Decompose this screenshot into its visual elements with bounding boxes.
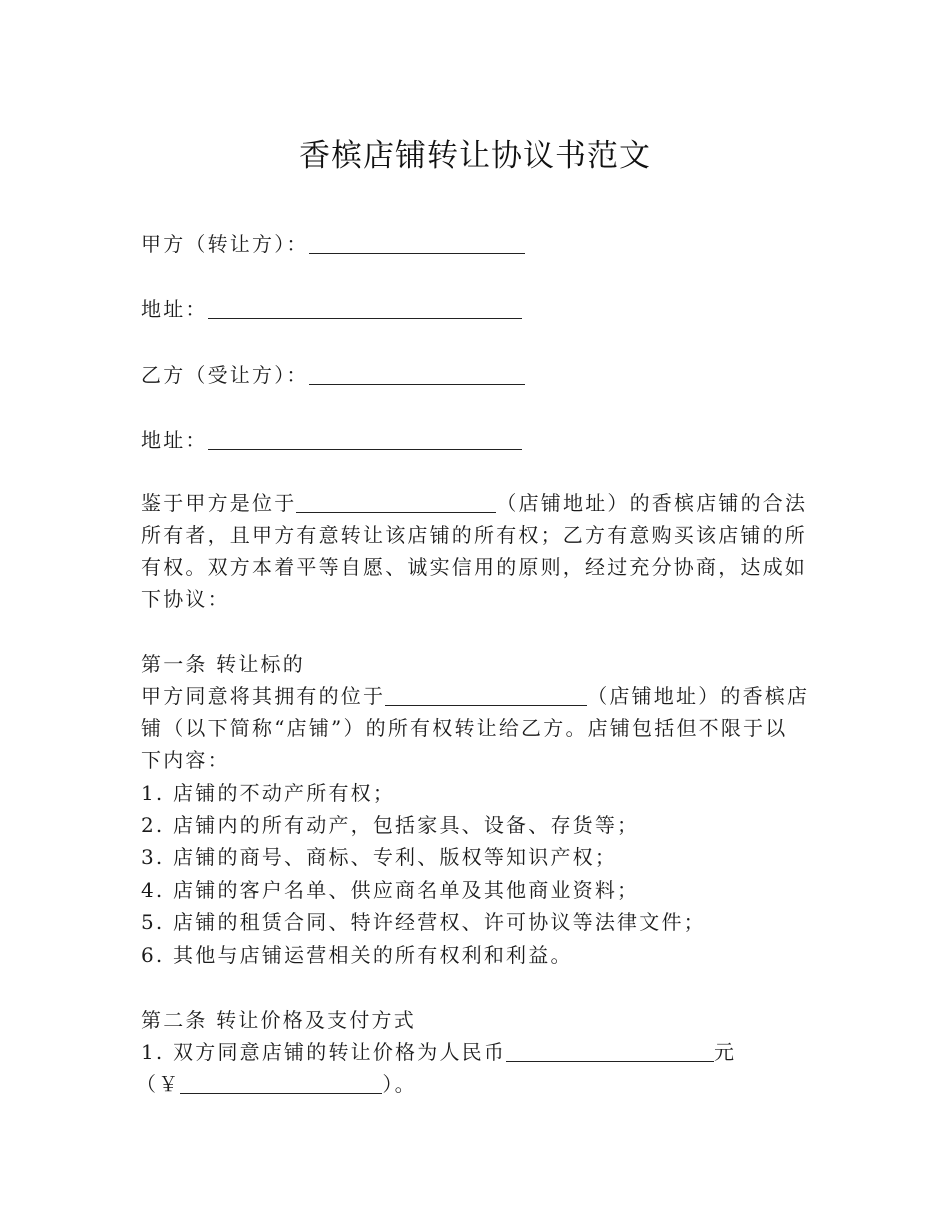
party-a-blank [309, 231, 525, 254]
preamble-text: （店铺地址）的香槟店铺的合法 [496, 491, 808, 515]
article1-line-2: 铺（以下简称“店铺”）的所有权转让给乙方。店铺包括但不限于以 [141, 716, 788, 740]
list-item: 4. 店铺的客户名单、供应商名单及其他商业资料； [141, 878, 640, 902]
preamble-text: 鉴于甲方是位于 [141, 491, 297, 515]
preamble-line-3: 有权。双方本着平等自愿、诚实信用的原则，经过充分协商，达成如 [141, 555, 807, 579]
address-b-blank [208, 427, 522, 450]
preamble-line-2: 所有者，且甲方有意转让该店铺的所有权；乙方有意购买该店铺的所 [141, 523, 807, 547]
address-a-blank [208, 296, 522, 319]
list-item: 3. 店铺的商号、商标、专利、版权等知识产权； [141, 845, 618, 869]
article2-item-1 [141, 1036, 736, 1068]
article2-text: 1. 双方同意店铺的转让价格为人民币 [141, 1040, 507, 1064]
article2-text: （￥ [136, 1072, 181, 1096]
article1-heading: 第一条 转让标的 [141, 652, 305, 676]
party-b-label: 乙方（受让方）： [141, 363, 309, 387]
party-a-label: 甲方（转让方）： [141, 232, 309, 256]
preamble-line-1 [141, 487, 807, 519]
list-item: 2. 店铺内的所有动产，包括家具、设备、存货等； [141, 813, 640, 837]
article1-text: （店铺地址）的香槟店 [587, 684, 810, 708]
price-blank [506, 1039, 714, 1062]
article2-text: 元 [714, 1040, 737, 1064]
article2-text: ）。 [382, 1072, 417, 1096]
article2-item-1-line-2 [136, 1068, 417, 1100]
party-b-line [141, 359, 525, 391]
party-a-line [141, 228, 525, 260]
list-item: 6. 其他与店铺运营相关的所有权利和利益。 [141, 943, 573, 967]
article1-line-3: 下内容： [141, 748, 230, 772]
list-item: 5. 店铺的租赁合同、特许经营权、许可协议等法律文件； [141, 910, 706, 934]
address-b-label: 地址： [141, 428, 208, 452]
preamble-line-4: 下协议： [141, 587, 230, 611]
address-b-line [141, 424, 522, 456]
address-a-label: 地址： [141, 297, 208, 321]
party-b-blank [309, 362, 525, 385]
article1-text: 甲方同意将其拥有的位于 [141, 684, 386, 708]
address-a-line [141, 293, 522, 325]
shop-address-blank-2 [385, 683, 587, 706]
list-item: 1. 店铺的不动产所有权； [141, 781, 396, 805]
document-title: 香槟店铺转让协议书范文 [299, 138, 651, 174]
article2-heading: 第二条 转让价格及支付方式 [141, 1008, 416, 1032]
price-figure-blank [180, 1071, 382, 1094]
shop-address-blank [296, 490, 496, 513]
article1-line-1 [141, 680, 809, 712]
